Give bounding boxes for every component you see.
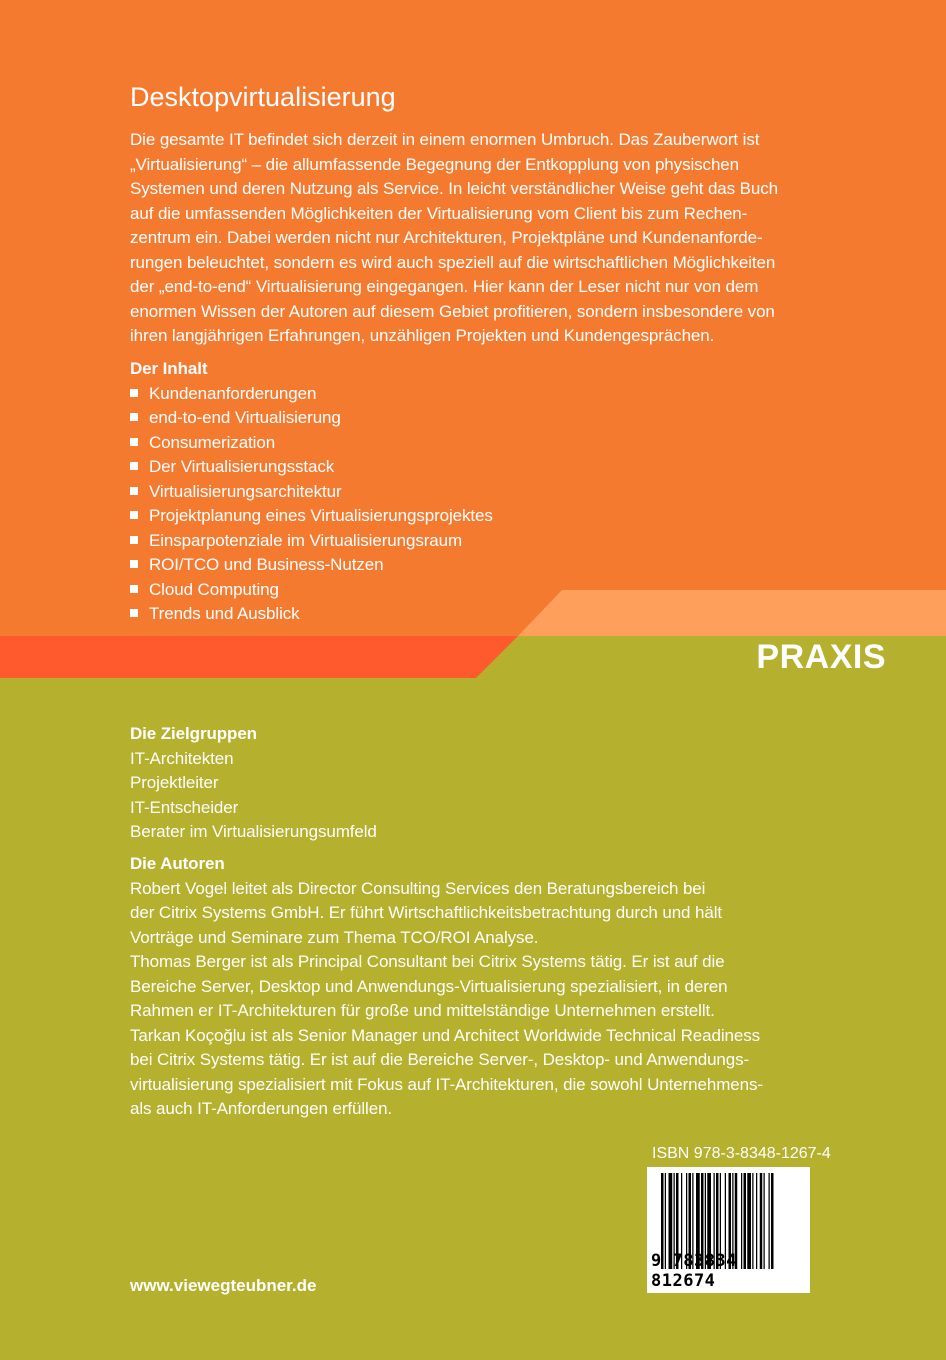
author-line: Thomas Berger ist als Principal Consultant bei Citrix Systems tätig. Er ist auf die — [130, 952, 725, 971]
contents-item: Cloud Computing — [130, 578, 493, 603]
intro-line: der „end-to-end“ Virtualisierung eingegangen. Hier kann der Leser nicht nur von dem — [130, 277, 759, 296]
authors-section — [130, 852, 763, 1122]
author-line: Robert Vogel leitet als Director Consulting Services den Beratungsbereich bei — [130, 878, 706, 898]
contents-item: ROI/TCO und Business-Nutzen — [130, 553, 493, 578]
barcode — [647, 1167, 810, 1293]
audience-item: Berater im Virtualisierungsumfeld — [130, 822, 377, 841]
audience-section — [130, 722, 377, 845]
author-line: virtualisierung spezialisiert mit Fokus auf IT-Architekturen, die sowohl Unternehmens- — [130, 1074, 763, 1094]
intro-line: enormen Wissen der Autoren auf diesem Gebiet profitieren, sondern insbesondere von — [130, 301, 775, 321]
contents-item: Einsparpotenziale im Virtualisierungsraum — [130, 529, 493, 554]
series-label: PRAXIS — [756, 638, 886, 676]
intro-line: rungen beleuchtet, sondern es wird auch speziell auf die wirtschaftlichen Möglichkeiten — [130, 252, 776, 272]
audience-heading: Die Zielgruppen — [130, 724, 257, 743]
author-line: Vorträge und Seminare zum Thema TCO/ROI Analyse. — [130, 927, 539, 947]
contents-item: Consumerization — [130, 431, 493, 456]
contents-item: Der Virtualisierungsstack — [130, 455, 493, 480]
book-title: Desktopvirtualisierung — [130, 82, 396, 112]
audience-item: IT-Architekten — [130, 748, 234, 768]
contents-item: Virtualisierungsarchitektur — [130, 480, 493, 505]
contents-item: Kundenanforderungen — [130, 382, 493, 407]
isbn: ISBN 978-3-8348-1267-4 — [652, 1145, 831, 1162]
author-line: Tarkan Koçoğlu ist als Senior Manager und Architect Worldwide Technical Readiness — [130, 1025, 761, 1045]
author-line: der Citrix Systems GmbH. Er führt Wirtschaftlichkeitsbetrachtung durch und hält — [130, 903, 723, 922]
audience-item: Projektleiter — [130, 773, 219, 792]
contents-heading: Der Inhalt — [130, 359, 208, 378]
intro-line: „Virtualisierung“ – die allumfassende Begegnung der Entkopplung von physischen — [130, 154, 740, 174]
author-line: Rahmen er IT-Architekturen für große und mittelständige Unternehmen erstellt. — [130, 1001, 715, 1020]
contents-item: Trends und Ausblick — [130, 602, 493, 627]
intro-text — [130, 128, 778, 349]
contents-item: end-to-end Virtualisierung — [130, 406, 493, 431]
light-orange-band — [518, 590, 946, 636]
red-band — [0, 636, 518, 678]
author-line: als auch IT-Anforderungen erfüllen. — [130, 1099, 393, 1118]
author-line: Bereiche Server, Desktop und Anwendungs-Virtualisierung spezialisiert, in deren — [130, 976, 728, 996]
intro-line: ihren langjährigen Erfahrungen, unzähligen Projekten und Kundengesprächen. — [130, 326, 715, 345]
audience-item: IT-Entscheider — [130, 797, 239, 817]
publisher-url[interactable]: www.viewegteubner.de — [130, 1276, 317, 1295]
intro-line: auf die umfassenden Möglichkeiten der Virtualisierung vom Client bis zum Rechen- — [130, 203, 748, 223]
intro-line: Die gesamte IT befindet sich derzeit in einem enormen Umbruch. Das Zauberwort ist — [130, 130, 760, 149]
barcode-number: 9 783834 812674 — [651, 1251, 737, 1291]
contents-section — [130, 357, 493, 627]
contents-item: Projektplanung eines Virtualisierungsprojektes — [130, 504, 493, 529]
intro-line: zentrum ein. Dabei werden nicht nur Architekturen, Projektpläne und Kundenanforde- — [130, 228, 763, 247]
intro-line: Systemen und deren Nutzung als Service. In leicht verständlicher Weise geht das Buch — [130, 179, 779, 198]
author-line: bei Citrix Systems tätig. Er ist auf die Bereiche Server-, Desktop- und Anwendungs- — [130, 1050, 750, 1069]
authors-heading: Die Autoren — [130, 854, 225, 873]
